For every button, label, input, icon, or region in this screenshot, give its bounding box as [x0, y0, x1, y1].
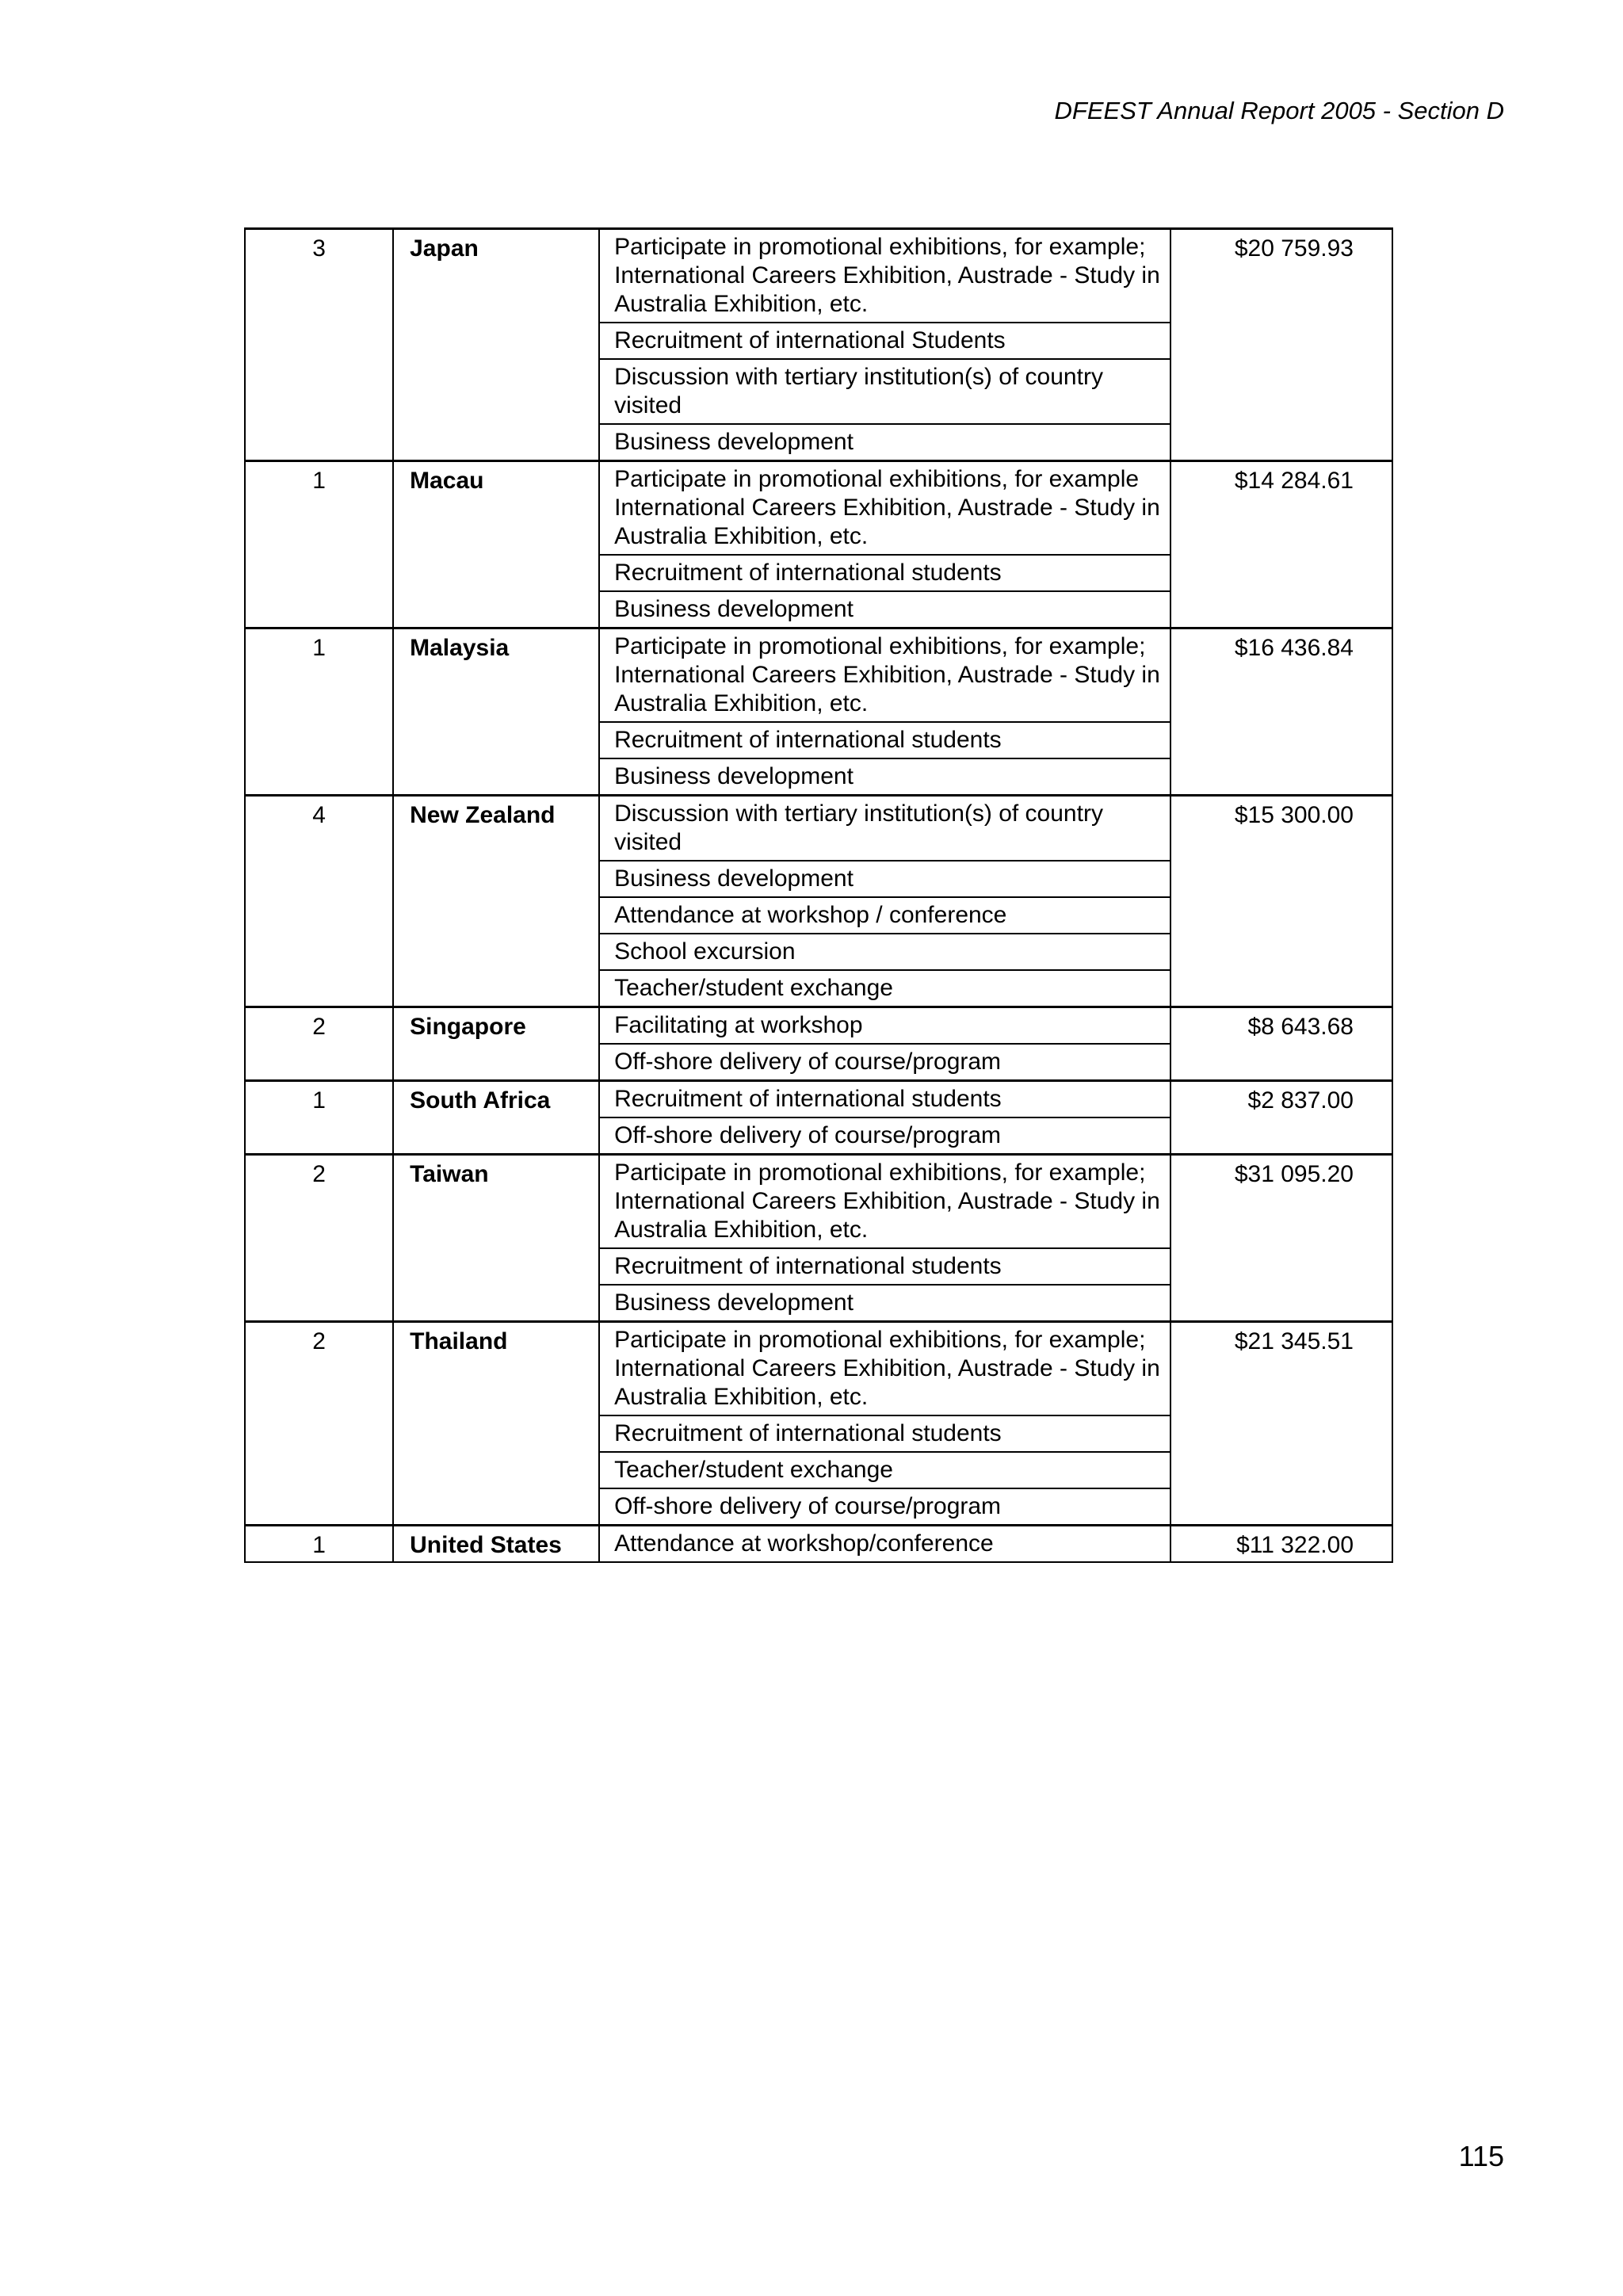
visit-count-cell: 1: [245, 1526, 393, 1563]
table-row: [245, 1526, 1392, 1563]
activity-cell: Business development: [599, 758, 1170, 796]
activity-cell: Participate in promotional exhibitions, for example International Careers Exhibition, Austrade - Study in Australia Exhibition, etc.: [599, 461, 1170, 556]
activity-cell: Teacher/student exchange: [599, 970, 1170, 1007]
activity-cell: Participate in promotional exhibitions, for example; International Careers Exhibition, Austrade - Study in Australia Exhibition, etc.: [599, 1155, 1170, 1249]
table-row: [245, 1081, 1392, 1118]
table-row: [245, 628, 1392, 723]
cost-cell: $20 759.93: [1170, 229, 1392, 461]
country-cell: South Africa: [393, 1081, 599, 1155]
activity-cell: Recruitment of international students: [599, 1415, 1170, 1452]
visit-count-cell: 2: [245, 1322, 393, 1526]
activity-cell: School excursion: [599, 934, 1170, 970]
visit-count-cell: 2: [245, 1155, 393, 1322]
cost-cell: $2 837.00: [1170, 1081, 1392, 1155]
activity-cell: Participate in promotional exhibitions, for example; International Careers Exhibition, Austrade - Study in Australia Exhibition, etc.: [599, 229, 1170, 323]
activity-cell: Participate in promotional exhibitions, for example; International Careers Exhibition, Austrade - Study in Australia Exhibition, etc.: [599, 628, 1170, 723]
visit-count-cell: 4: [245, 796, 393, 1007]
country-cell: Taiwan: [393, 1155, 599, 1322]
activity-cell: Business development: [599, 591, 1170, 628]
activity-cell: Discussion with tertiary institution(s) of country visited: [599, 796, 1170, 861]
activity-cell: Participate in promotional exhibitions, for example; International Careers Exhibition, Austrade - Study in Australia Exhibition, etc.: [599, 1322, 1170, 1416]
cost-cell: $11 322.00: [1170, 1526, 1392, 1563]
activity-cell: Recruitment of international students: [599, 555, 1170, 591]
cost-cell: $21 345.51: [1170, 1322, 1392, 1526]
activity-cell: Off-shore delivery of course/program: [599, 1117, 1170, 1155]
cost-cell: $15 300.00: [1170, 796, 1392, 1007]
activity-cell: Recruitment of international students: [599, 722, 1170, 758]
activity-cell: Discussion with tertiary institution(s) of country visited: [599, 359, 1170, 424]
country-cell: Macau: [393, 461, 599, 628]
visit-count-cell: 2: [245, 1007, 393, 1081]
activity-cell: Business development: [599, 424, 1170, 461]
activity-cell: Recruitment of international students: [599, 1081, 1170, 1118]
activity-cell: Business development: [599, 1285, 1170, 1322]
table-row: [245, 1155, 1392, 1249]
visit-count-cell: 3: [245, 229, 393, 461]
page-header: DFEEST Annual Report 2005 - Section D: [1054, 97, 1504, 124]
visit-count-cell: 1: [245, 628, 393, 796]
table-row: [245, 461, 1392, 556]
activity-cell: Recruitment of international Students: [599, 323, 1170, 359]
country-cell: Malaysia: [393, 628, 599, 796]
country-cell: Japan: [393, 229, 599, 461]
activity-cell: Facilitating at workshop: [599, 1007, 1170, 1045]
table-body: [245, 229, 1392, 1563]
page-number: 115: [1458, 2140, 1504, 2172]
country-cell: Singapore: [393, 1007, 599, 1081]
activity-cell: Off-shore delivery of course/program: [599, 1044, 1170, 1081]
country-cell: United States: [393, 1526, 599, 1563]
table-row: [245, 1007, 1392, 1045]
activity-cell: Attendance at workshop / conference: [599, 897, 1170, 934]
activity-cell: Business development: [599, 861, 1170, 897]
table-row: [245, 229, 1392, 323]
table-row: [245, 1322, 1392, 1416]
activity-cell: Teacher/student exchange: [599, 1452, 1170, 1488]
country-cell: New Zealand: [393, 796, 599, 1007]
cost-cell: $14 284.61: [1170, 461, 1392, 628]
cost-cell: $16 436.84: [1170, 628, 1392, 796]
table-row: [245, 796, 1392, 861]
cost-cell: $8 643.68: [1170, 1007, 1392, 1081]
visit-count-cell: 1: [245, 1081, 393, 1155]
visit-count-cell: 1: [245, 461, 393, 628]
activity-cell: Attendance at workshop/conference: [599, 1526, 1170, 1563]
activity-cell: Recruitment of international students: [599, 1248, 1170, 1285]
cost-cell: $31 095.20: [1170, 1155, 1392, 1322]
overseas-visits-table: [244, 227, 1393, 1563]
activity-cell: Off-shore delivery of course/program: [599, 1488, 1170, 1526]
country-cell: Thailand: [393, 1322, 599, 1526]
